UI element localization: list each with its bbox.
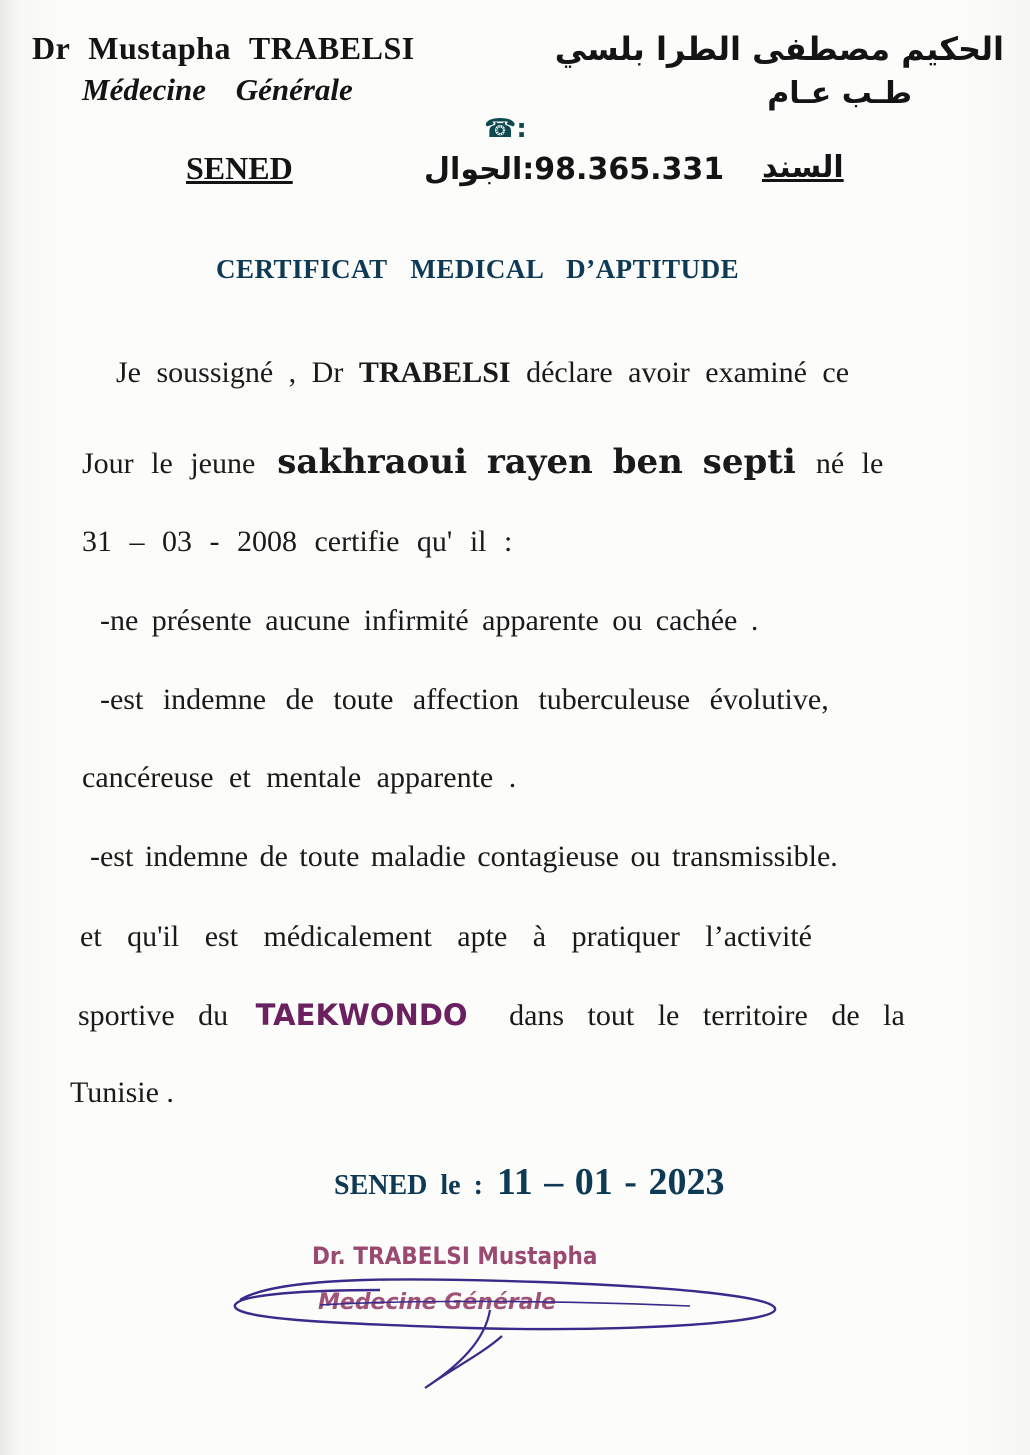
sport-line-end: dans tout le territoire de la (509, 999, 905, 1032)
doctor-surname: TRABELSI (358, 356, 511, 389)
birth-date-line: 31 – 03 - 2008 certifie qu' il : (82, 525, 513, 558)
doctor-specialty-fr: Médecine Générale (82, 72, 353, 107)
body-line-2 (82, 442, 883, 482)
sport-name: TAEKWONDO (255, 998, 468, 1032)
stamp-doctor: Dr. TRABELSI Mustapha (312, 1242, 598, 1270)
patient-name: sakhraoui rayen ben septi (277, 442, 796, 482)
body-line-1-start: Je soussigné , Dr (116, 356, 359, 389)
phone-icon: ☎: (484, 114, 527, 144)
doctor-name-fr: Dr Mustapha TRABELSI (32, 30, 415, 66)
clause-infirmity: -ne présente aucune infirmité apparente ou cachée . (100, 604, 759, 637)
mobile-number: 98.365.331:الجوال (424, 152, 725, 187)
body-line-2-start: Jour le jeune (82, 447, 256, 480)
doctor-name-ar: الحكيم مصطفى الطرا بلسي (554, 30, 1004, 68)
clause-tuberculosis-cont: cancéreuse et mentale apparente . (82, 761, 517, 794)
issue-date: 11 – 01 - 2023 (496, 1161, 725, 1203)
stamp-specialty: Medecine Générale (318, 1290, 557, 1315)
city-ar: السند (762, 150, 844, 185)
certificate-title: CERTIFICAT MEDICAL D’APTITUDE (216, 254, 740, 284)
signature (220, 1270, 800, 1400)
sport-line (78, 998, 905, 1033)
body-line-1-end: déclare avoir examiné ce (510, 356, 850, 389)
aptitude-line: et qu'il est médicalement apte à pratiquer l’activité (80, 920, 812, 953)
body-line-2-end: né le (815, 447, 884, 480)
clause-tuberculosis: -est indemne de toute affection tuberculeuse évolutive, (100, 683, 829, 716)
city-fr: SENED (186, 150, 293, 186)
issue-place-label: SENED le : (334, 1170, 483, 1201)
country-line: Tunisie . (70, 1076, 174, 1109)
sport-line-start: sportive du (78, 999, 229, 1032)
issue-date-line (334, 1160, 724, 1204)
clause-contagious: -est indemne de toute maladie contagieuse ou transmissible. (90, 840, 838, 873)
body-line-1 (116, 356, 849, 390)
doctor-specialty-ar: طـب عـام (767, 76, 912, 111)
